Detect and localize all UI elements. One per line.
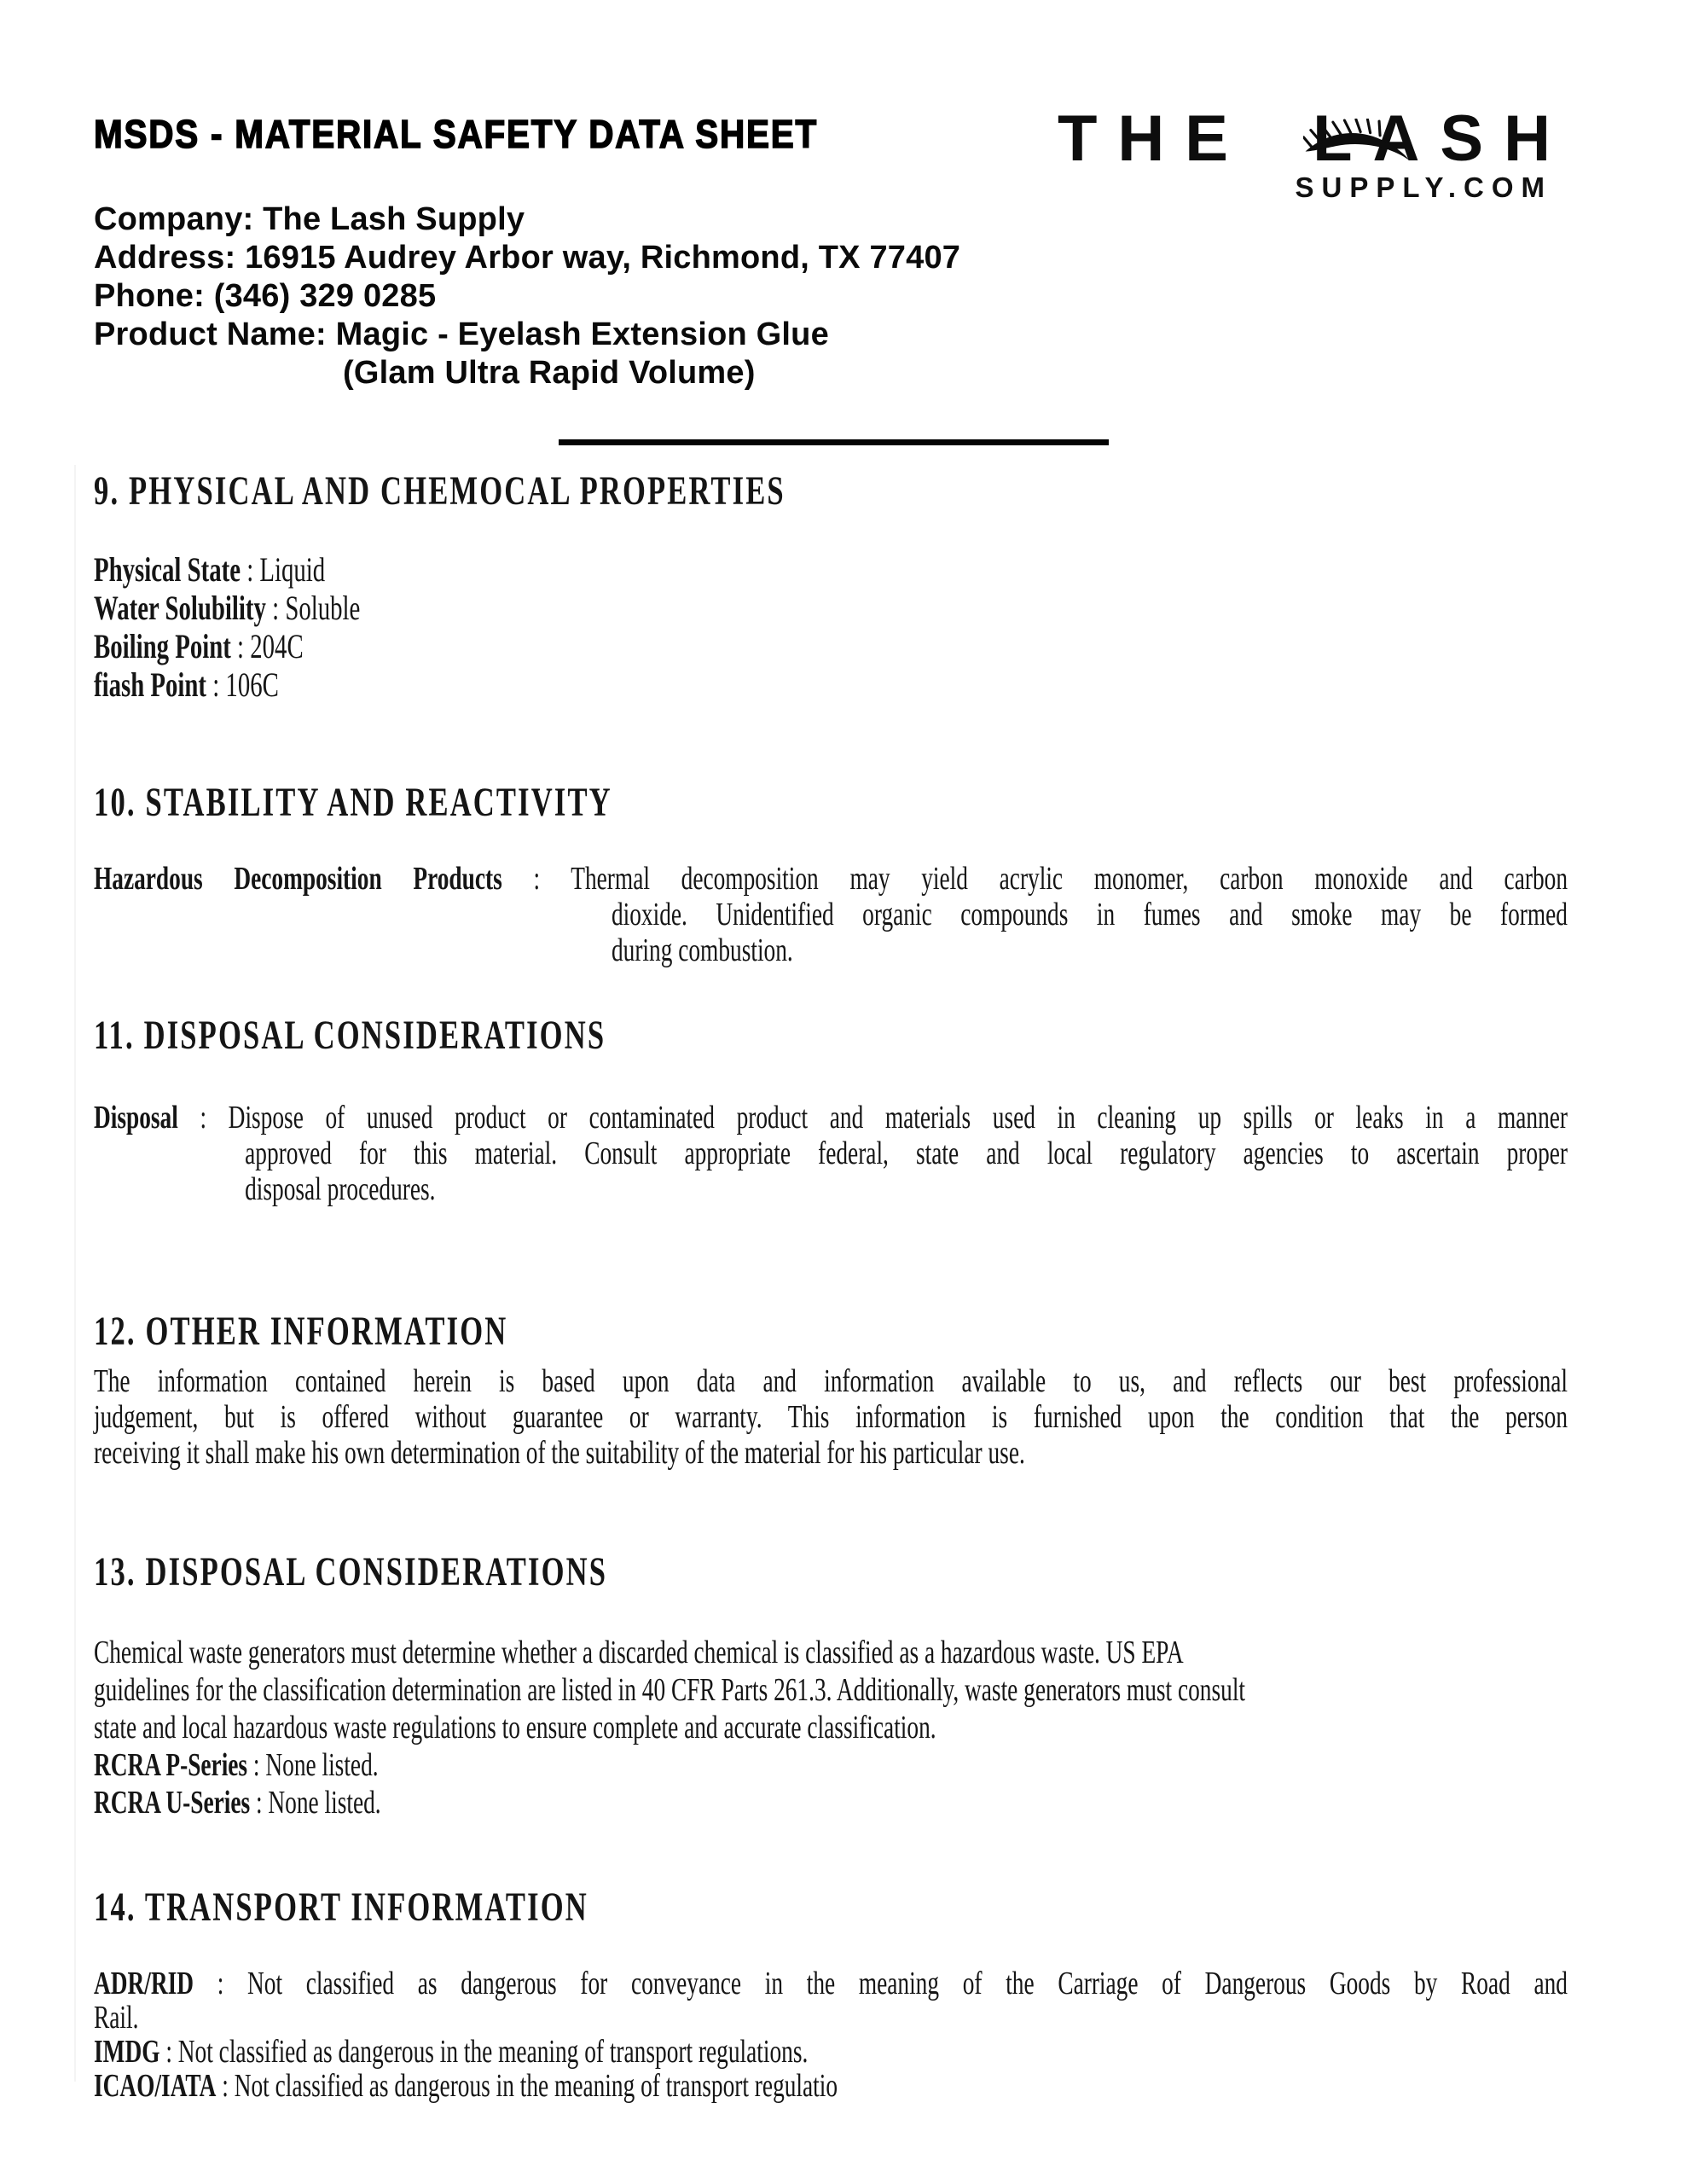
property-row	[94, 589, 1568, 627]
transport-label: IMDG	[94, 2034, 160, 2070]
transport-label: ADR/RID	[94, 1966, 194, 2001]
property-label: Water Solubility	[94, 589, 266, 627]
paragraph-label: Disposal	[94, 1100, 178, 1136]
transport-text: Not classified as dangerous in the meaning of transport regulatio	[234, 2068, 838, 2104]
lash-logo	[1058, 102, 1571, 175]
rcra-label: RCRA P-Series	[94, 1747, 248, 1783]
separator: :	[247, 1747, 266, 1783]
property-value: 204C	[250, 627, 304, 665]
paragraph-line: approved for this material. Consult appropriate federal, state and local regulatory agencies to ascertain proper	[245, 1136, 1568, 1171]
separator: :	[206, 665, 226, 704]
transport-row	[94, 1966, 1568, 2001]
separator: :	[250, 1785, 269, 1821]
separator: :	[240, 550, 260, 589]
section-11-paragraph	[94, 1100, 1568, 1207]
paragraph-line: The information contained herein is based upon data and information available to us, and reflects our best professional	[94, 1363, 1568, 1399]
scan-artifact-line	[74, 465, 76, 2082]
property-row	[94, 627, 1568, 665]
lash-swoosh-icon	[1303, 119, 1411, 161]
paragraph-text: Thermal decomposition may yield acrylic monomer, carbon monoxide and carbon	[571, 861, 1568, 897]
separator: :	[501, 861, 571, 897]
section-10-heading: 10. STABILITY AND REACTIVITY	[94, 780, 612, 825]
paragraph-line: receiving it shall make his own determination of the suitability of the material for his particular use.	[94, 1435, 1025, 1471]
product-subname-line: (Glam Ultra Rapid Volume)	[343, 355, 756, 391]
transport-row	[94, 2035, 1568, 2069]
section-9-properties	[94, 550, 1568, 704]
transport-text: Not classified as dangerous in the meaning of transport regulations.	[177, 2034, 809, 2070]
paragraph-line: dioxide. Unidentified organic compounds in fumes and smoke may be formed	[611, 897, 1568, 932]
rcra-value: None listed.	[268, 1785, 381, 1821]
separator: :	[194, 1966, 248, 2001]
property-row	[94, 665, 1568, 704]
paragraph-line	[94, 1100, 1568, 1136]
transport-row-continuation: Rail.	[94, 2000, 139, 2036]
paragraph-line: guidelines for the classification determination are listed in 40 CFR Parts 261.3. Additionally, waste generators must consult	[94, 1672, 1246, 1708]
section-14-heading: 14. TRANSPORT INFORMATION	[94, 1885, 588, 1930]
section-13-heading: 13. DISPOSAL CONSIDERATIONS	[94, 1549, 608, 1594]
page-title: MSDS - MATERIAL SAFETY DATA SHEET	[94, 112, 818, 156]
section-12-paragraph	[94, 1363, 1568, 1471]
logo-domain: SUPPLY.COM	[1295, 171, 1552, 203]
property-label: Boiling Point	[94, 627, 231, 665]
logo-wordmark: THE LASH	[1058, 102, 1571, 175]
paragraph-text: Dispose of unused product or contaminated product and materials used in cleaning up spills or leaks in a manner	[228, 1100, 1568, 1136]
section-13-paragraph	[94, 1634, 1568, 1821]
property-row	[94, 550, 1568, 589]
phone-line: Phone: (346) 329 0285	[94, 278, 437, 314]
rcra-row	[94, 1746, 1568, 1784]
paragraph-line: Chemical waste generators must determine whether a discarded chemical is classified as a hazardous waste. US EPA	[94, 1635, 1184, 1670]
paragraph-line: disposal procedures.	[245, 1171, 436, 1207]
separator: :	[177, 1100, 229, 1136]
transport-row	[94, 2069, 1568, 2103]
product-name-line: Product Name: Magic - Eyelash Extension Glue	[94, 317, 829, 352]
company-info	[94, 200, 960, 392]
property-value: 106C	[225, 665, 279, 704]
paragraph-line: during combustion.	[611, 932, 793, 968]
paragraph-line: state and local hazardous waste regulations to ensure complete and accurate classification.	[94, 1710, 936, 1745]
transport-label: ICAO/IATA	[94, 2068, 217, 2104]
rcra-label: RCRA U-Series	[94, 1785, 251, 1821]
property-value: Soluble	[285, 589, 361, 627]
transport-text: Not classified as dangerous for conveyance in the meaning of the Carriage of Dangerous Goods by Road and	[247, 1966, 1568, 2001]
separator: :	[265, 589, 286, 627]
company-line: Company: The Lash Supply	[94, 201, 525, 237]
property-value: Liquid	[259, 550, 326, 589]
property-label: Physical State	[94, 550, 241, 589]
separator: :	[159, 2034, 178, 2070]
rcra-row	[94, 1784, 1568, 1821]
section-11-heading: 11. DISPOSAL CONSIDERATIONS	[94, 1013, 606, 1058]
address-line: Address: 16915 Audrey Arbor way, Richmond, TX 77407	[94, 240, 961, 276]
separator: :	[230, 627, 251, 665]
paragraph-line	[94, 861, 1568, 897]
paragraph-line: judgement, but is offered without guarantee or warranty. This information is furnished upon the condition that the person	[94, 1399, 1568, 1435]
header-divider	[559, 439, 1109, 445]
property-label: fiash Point	[94, 665, 207, 704]
paragraph-label: Hazardous Decomposition Products	[94, 861, 502, 897]
section-14-paragraph	[94, 1966, 1568, 2103]
section-10-paragraph	[94, 861, 1568, 968]
separator: :	[216, 2068, 235, 2104]
rcra-value: None listed.	[265, 1747, 379, 1783]
section-12-heading: 12. OTHER INFORMATION	[94, 1309, 508, 1354]
section-9-heading: 9. PHYSICAL AND CHEMOCAL PROPERTIES	[94, 468, 786, 514]
